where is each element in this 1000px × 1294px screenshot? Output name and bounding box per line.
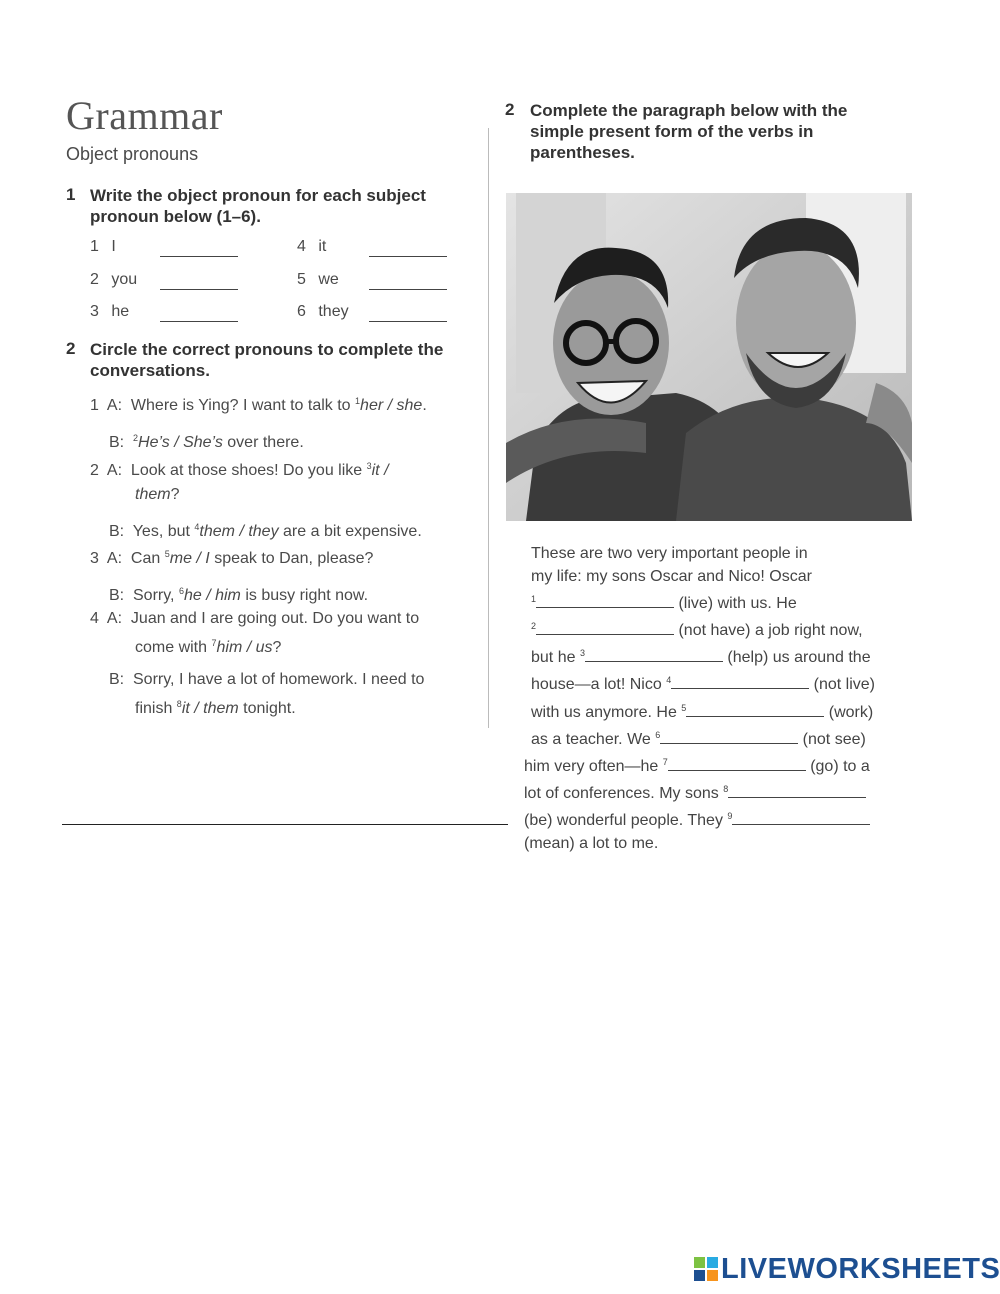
ex1-item-1 <box>90 238 116 256</box>
conv-line: 2 A: Look at those shoes! Do you like $^3$it / <box>90 461 389 479</box>
paragraph-line: my life: my sons Oscar and Nico! Oscar <box>531 568 812 586</box>
exercise-1-heading <box>66 185 480 227</box>
item-word: they <box>318 303 349 320</box>
answer-blank[interactable] <box>536 595 674 608</box>
ex1-item-3 <box>90 303 129 321</box>
ex1-item-2 <box>90 271 137 289</box>
conv-line: come with $^7$him / us? <box>135 638 282 656</box>
answer-blank[interactable] <box>369 275 447 290</box>
answer-blank[interactable] <box>728 785 866 798</box>
paragraph-line: house—a lot! Nico $^4$ (not live) <box>531 675 875 694</box>
item-word: we <box>318 271 339 288</box>
item-number: 5 <box>297 271 306 288</box>
paragraph-line: (mean) a lot to me. <box>524 835 659 853</box>
item-number: 1 <box>90 238 99 255</box>
item-number: 6 <box>297 303 306 320</box>
item-number: 4 <box>297 238 306 255</box>
conv-line: finish $^8$it / them tonight. <box>135 699 296 717</box>
page-title: Grammar <box>66 93 223 138</box>
ex1-item-6 <box>297 303 349 321</box>
conv-line: B: $^2$He’s / She’s over there. <box>109 433 304 451</box>
conv-line: them? <box>135 486 180 503</box>
exercise-number: 1 <box>66 185 76 204</box>
item-number: 2 <box>90 271 99 288</box>
answer-blank[interactable] <box>585 649 723 662</box>
exercise-3-heading <box>505 100 875 163</box>
answer-blank[interactable] <box>369 307 447 322</box>
exercise-instruction: Complete the paragraph below with the simple present form of the verbs in parentheses. <box>530 101 848 162</box>
item-word: he <box>111 303 130 320</box>
exercise-number: 2 <box>505 100 515 119</box>
conv-line: 3 A: Can $^5$me / I speak to Dan, please? <box>90 549 374 567</box>
paragraph-line: $^2$ (not have) a job right now, <box>531 621 863 640</box>
paragraph-line: $^1$ (live) with us. He <box>531 594 797 613</box>
logo-text: LIVEWORKSHEETS <box>721 1252 1000 1285</box>
answer-blank[interactable] <box>732 812 870 825</box>
conversation-1 <box>90 389 427 455</box>
exercise-2-heading <box>66 339 480 381</box>
photo-two-men <box>506 193 912 521</box>
liveworksheets-logo-icon <box>694 1257 718 1281</box>
ex1-item-5 <box>297 271 339 289</box>
answer-blank[interactable] <box>160 307 238 322</box>
conversation-4 <box>90 607 424 721</box>
answer-blank[interactable] <box>668 758 806 771</box>
liveworksheets-logo <box>694 1253 1000 1285</box>
answer-blank[interactable] <box>536 622 674 635</box>
answer-blank[interactable] <box>671 676 809 689</box>
paragraph-line: lot of conferences. My sons $^8$ <box>524 778 914 805</box>
conv-line: B: Yes, but $^4$them / they are a bit expensive. <box>109 522 422 540</box>
item-word: it <box>318 238 327 255</box>
paragraph-line: but he $^3$ (help) us around the <box>531 648 871 667</box>
paragraph-line: as a teacher. We $^6$ (not see) <box>531 729 866 748</box>
conv-line: B: Sorry, $^6$he / him is busy right now. <box>109 586 369 604</box>
exercise-number: 2 <box>66 339 76 358</box>
exercise-instruction: Write the object pronoun for each subject pronoun below (1–6). <box>90 186 426 226</box>
section-divider <box>62 824 508 825</box>
item-word: I <box>111 238 116 255</box>
column-divider <box>488 128 489 728</box>
conv-line: 1 A: Where is Ying? I want to talk to $^1$her / she. <box>90 396 427 414</box>
paragraph-line: These are two very important people in <box>531 545 808 562</box>
exercise-instruction: Circle the correct pronouns to complete the conversations. <box>90 340 444 380</box>
conv-line: B: Sorry, I have a lot of homework. I need to <box>109 671 425 688</box>
answer-blank[interactable] <box>660 731 798 744</box>
item-word: you <box>111 271 138 288</box>
paragraph-line: with us anymore. He $^5$ (work) <box>531 702 874 721</box>
ex1-item-4 <box>297 238 326 256</box>
paragraph-line: (be) wonderful people. They $^9$ <box>524 805 914 832</box>
conv-line: 4 A: Juan and I are going out. Do you want to <box>90 610 420 627</box>
item-number: 3 <box>90 303 99 320</box>
paragraph-exercise <box>524 542 914 855</box>
conversation-3 <box>90 542 373 608</box>
answer-blank[interactable] <box>160 242 238 257</box>
answer-blank[interactable] <box>160 275 238 290</box>
photo-two-men-laughing-icon <box>506 193 912 521</box>
answer-blank[interactable] <box>369 242 447 257</box>
answer-blank[interactable] <box>686 704 824 717</box>
paragraph-line: him very often—he $^7$ (go) to a <box>524 756 870 775</box>
section-subtitle: Object pronouns <box>66 144 199 164</box>
conversation-2 <box>90 454 422 544</box>
